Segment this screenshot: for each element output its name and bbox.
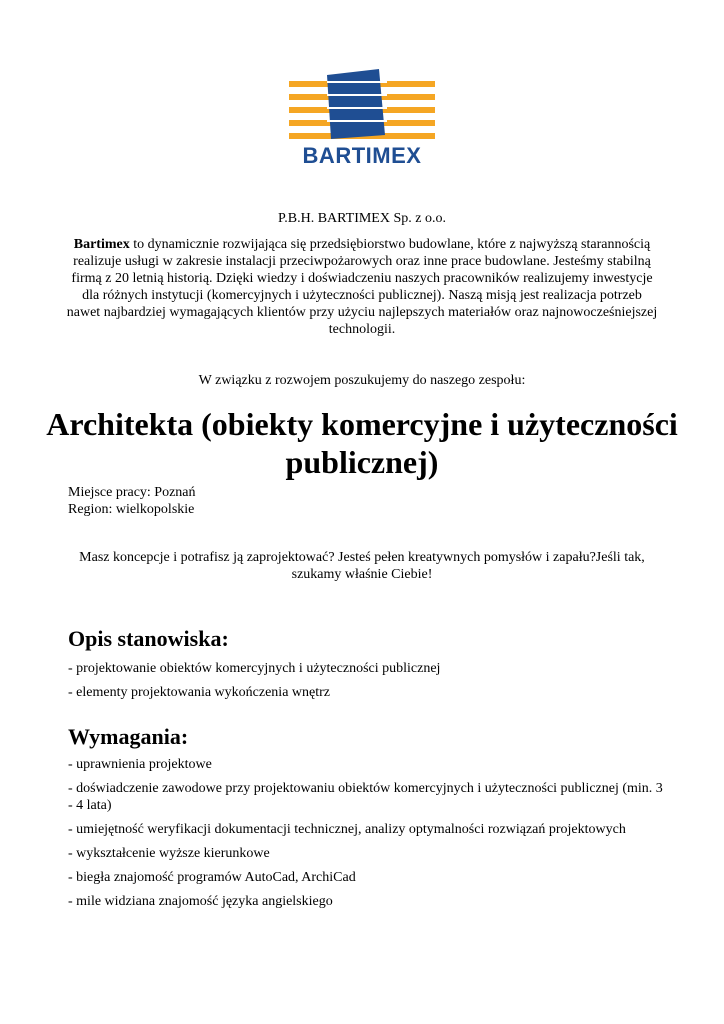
logo-mark-icon: [287, 67, 437, 145]
list-item: - biegła znajomość programów AutoCad, ArchiCad: [68, 870, 356, 885]
list-item: - projektowanie obiektów komercyjnych i użyteczności publicznej: [68, 661, 441, 676]
job-title: Architekta (obiekty komercyjne i użyteczności publicznej): [46, 406, 678, 480]
description-heading: Opis stanowiska:: [68, 626, 229, 651]
company-name: P.B.H. BARTIMEX Sp. z o.o.: [278, 211, 446, 226]
intro-text: to dynamicznie rozwijająca się przedsiębiorstwo budowlane, które z najwyższą starannością realizuje usługi w zakresie instalacji przeciwpożarowych oraz inne prace budowlane. Jesteśmy stabilną firmą z 20 letnią historią. Dzięki wiedzy i doświadczeniu naszych pracowników realizujemy inwestycje dla różnych instytucji (komercyjnych i użyteczności publicznej). Naszą misją jest realizacja potrzeb nawet najbardziej wymagających klientów przy użyciu najlepszych materiałów oraz najnowocześniejszej technologii.: [66, 237, 658, 337]
description-list: [68, 660, 668, 708]
list-item: - uprawnienia projektowe: [68, 757, 212, 772]
list-item: - doświadczenie zawodowe przy projektowaniu obiektów komercyjnych i użyteczności publicznej (min. 3 - 4 lata): [68, 781, 663, 813]
list-item: - wykształcenie wyższe kierunkowe: [68, 846, 270, 861]
company-logo: [287, 67, 437, 167]
company-intro: [66, 236, 658, 338]
list-item: - elementy projektowania wykończenia wnętrz: [68, 685, 331, 700]
list-item: - umiejętność weryfikacji dokumentacji technicznej, analizy optymalności rozwiązań projektowych: [68, 822, 626, 837]
list-item: - mile widziana znajomość języka angielskiego: [68, 894, 333, 909]
job-location: Miejsce pracy: Poznań: [68, 485, 196, 500]
requirements-heading: Wymagania:: [68, 724, 189, 749]
job-region: Region: wielkopolskie: [68, 502, 195, 517]
logo-blue-block: [327, 69, 385, 139]
seeking-line: W związku z rozwojem poszukujemy do naszego zespołu:: [198, 373, 526, 388]
intro-bold-lead: Bartimex: [73, 237, 130, 252]
requirements-list: [68, 756, 668, 917]
job-pitch: Masz koncepcje i potrafisz ją zaprojektować? Jesteś pełen kreatywnych pomysłów i zapału?Jeśli tak, szukamy właśnie Ciebie!: [79, 550, 645, 582]
logo-wordmark: BARTIMEX: [302, 143, 422, 168]
job-meta: [68, 484, 196, 518]
